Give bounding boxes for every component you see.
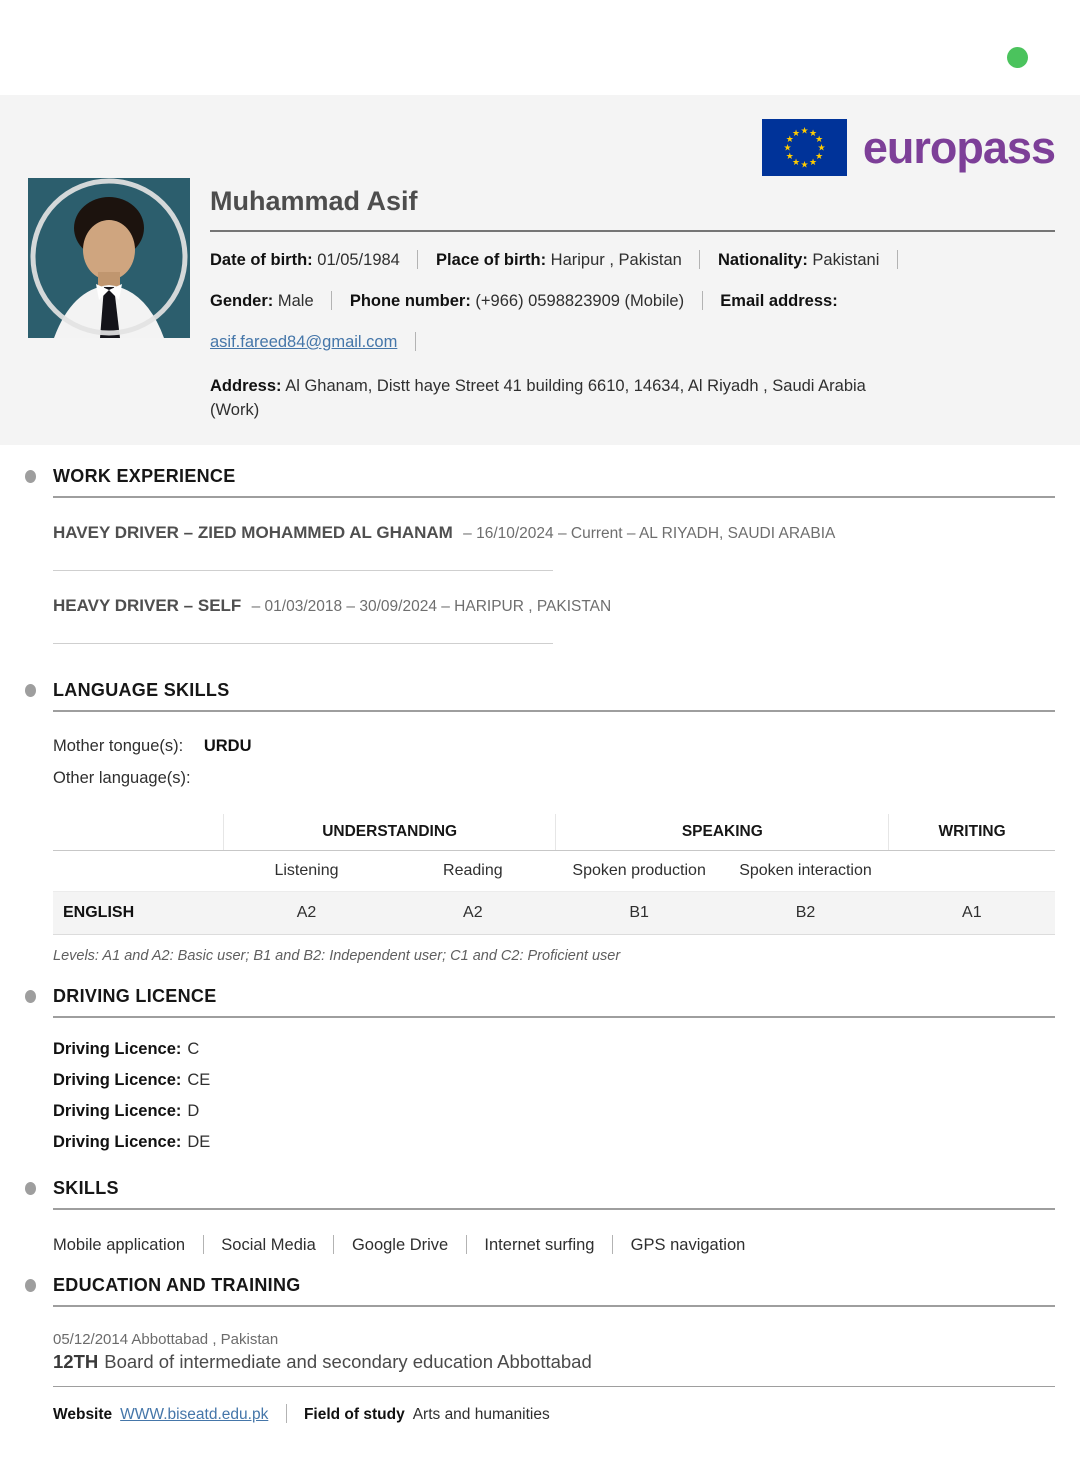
header-band: [0, 95, 1080, 445]
col-listening: Listening: [223, 851, 389, 892]
table-row-english: [53, 892, 1055, 935]
address-label: Address:: [210, 376, 282, 395]
table-subheader-row: [53, 851, 1055, 892]
europass-wordmark: europass: [862, 122, 1055, 173]
svg-text:★: ★: [808, 128, 817, 139]
driving-licence-row: [53, 1127, 1055, 1158]
address-value: Al Ghanam, Distt haye Street 41 building 6610, 14634, Al Riyadh , Saudi Arabia (Work): [210, 376, 866, 419]
divider: [699, 250, 700, 269]
work-entry-title: HAVEY DRIVER – ZIED MOHAMMED AL GHANAM: [53, 523, 453, 542]
entry-divider: [53, 570, 553, 571]
driving-licence-row: [53, 1034, 1055, 1065]
col-writing: WRITING: [889, 814, 1055, 851]
gender-value: Male: [277, 291, 314, 310]
svg-text:★: ★: [791, 128, 800, 139]
table-group-header-row: [53, 814, 1055, 851]
col-spoken-production: Spoken production: [556, 851, 722, 892]
gender-label: Gender:: [210, 291, 274, 310]
work-entry-meta: – 01/03/2018 – 30/09/2024 – HARIPUR , PAKISTAN: [251, 598, 612, 615]
personal-info: [210, 186, 1055, 423]
mother-tongue-row: [53, 737, 1055, 756]
entry-divider: [53, 643, 553, 644]
phone-value: (+966) 0598823909 (Mobile): [475, 291, 685, 310]
col-reading: Reading: [390, 851, 556, 892]
skills-list: [53, 1235, 1055, 1255]
section-education: [53, 1275, 1055, 1307]
skill-item: GPS navigation: [630, 1236, 746, 1254]
entry-divider: [53, 1386, 1055, 1387]
section-title: DRIVING LICENCE: [53, 986, 217, 1006]
svg-text:★: ★: [785, 135, 794, 145]
divider: [333, 1235, 334, 1254]
divider: [286, 1404, 287, 1423]
field-of-study-label: Field of study: [303, 1406, 405, 1423]
driving-licence-value: CE: [187, 1071, 211, 1089]
personal-info-row-4: [210, 375, 870, 423]
work-entry: [53, 523, 1055, 543]
section-title: WORK EXPERIENCE: [53, 466, 236, 486]
section-bullet-icon: [25, 990, 36, 1003]
levels-note: Levels: A1 and A2: Basic user; B1 and B2: Independent user; C1 and C2: Proficient user: [53, 948, 621, 964]
email-label: Email address:: [720, 291, 838, 310]
section-bullet-icon: [25, 1279, 36, 1292]
svg-text:★: ★: [800, 126, 809, 137]
divider: [702, 291, 703, 310]
top-bar: [0, 0, 1080, 95]
driving-licence-value: D: [187, 1102, 200, 1120]
svg-text:★: ★: [808, 158, 817, 169]
driving-licence-list: [53, 1034, 1055, 1158]
svg-text:★: ★: [815, 152, 824, 162]
divider: [466, 1235, 467, 1254]
reading-level: A2: [390, 892, 556, 935]
language-name: ENGLISH: [53, 892, 223, 935]
pob-label: Place of birth:: [436, 251, 547, 269]
green-status-dot-icon: [1007, 47, 1028, 68]
page-title: Muhammad Asif: [210, 186, 1055, 232]
driving-licence-label: Driving Licence:: [53, 1133, 182, 1151]
divider: [331, 291, 332, 310]
section-driving-licence: [53, 986, 1055, 1018]
pob-value: Haripur , Pakistan: [550, 251, 682, 269]
section-bullet-icon: [25, 1182, 36, 1195]
section-title: LANGUAGE SKILLS: [53, 680, 230, 700]
other-languages-label: Other language(s):: [53, 769, 191, 787]
col-understanding: UNDERSTANDING: [223, 814, 556, 851]
col-spoken-interaction: Spoken interaction: [722, 851, 888, 892]
divider: [415, 332, 416, 351]
work-entry-meta: – 16/10/2024 – Current – AL RIYADH, SAUDI ARABIA: [463, 525, 836, 542]
personal-info-row-1: [210, 249, 1055, 273]
field-of-study-value: Arts and humanities: [412, 1406, 550, 1423]
section-title: EDUCATION AND TRAINING: [53, 1275, 301, 1295]
listening-level: A2: [223, 892, 389, 935]
spoken-production-level: B1: [556, 892, 722, 935]
svg-text:★: ★: [815, 135, 824, 145]
driving-licence-value: DE: [187, 1133, 211, 1151]
language-skills-table: [53, 814, 1055, 935]
phone-label: Phone number:: [349, 291, 471, 310]
svg-text:★: ★: [791, 158, 800, 169]
driving-licence-row: [53, 1096, 1055, 1127]
work-entry: [53, 596, 1055, 616]
work-entry-title: HEAVY DRIVER – SELF: [53, 596, 242, 615]
driving-licence-label: Driving Licence:: [53, 1040, 182, 1058]
section-language-skills: [53, 680, 1055, 712]
profile-photo: [28, 178, 190, 338]
skill-item: Mobile application: [53, 1236, 186, 1254]
europass-logo: [28, 95, 1055, 176]
eu-flag-icon: [762, 119, 847, 176]
degree-text: Board of intermediate and secondary education Abbottabad: [104, 1351, 592, 1372]
empty-cell: [53, 814, 223, 851]
skill-item: Google Drive: [351, 1236, 449, 1254]
dob-label: Date of birth:: [210, 251, 313, 269]
spoken-interaction-level: B2: [722, 892, 888, 935]
section-bullet-icon: [25, 684, 36, 697]
section-bullet-icon: [25, 470, 36, 483]
empty-cell: [889, 851, 1055, 892]
education-date-location: 05/12/2014 Abbottabad , Pakistan: [53, 1331, 279, 1348]
dob-value: 01/05/1984: [317, 251, 400, 269]
driving-licence-label: Driving Licence:: [53, 1102, 182, 1120]
nationality-label: Nationality:: [717, 251, 808, 269]
website-link[interactable]: WWW.biseatd.edu.pk: [120, 1406, 269, 1423]
cv-content: [0, 445, 1080, 1424]
mother-tongue-label: Mother tongue(s):: [53, 737, 184, 755]
degree-prefix: 12TH: [53, 1351, 99, 1372]
education-entry: [53, 1331, 1055, 1424]
personal-info-row-2: [210, 290, 1055, 314]
nationality-value: Pakistani: [812, 251, 880, 269]
empty-cell: [53, 851, 223, 892]
driving-licence-value: C: [187, 1040, 200, 1058]
driving-licence-row: [53, 1065, 1055, 1096]
section-skills: [53, 1178, 1055, 1210]
col-speaking: SPEAKING: [556, 814, 889, 851]
svg-text:★: ★: [785, 152, 794, 162]
driving-licence-label: Driving Licence:: [53, 1071, 182, 1089]
divider: [417, 250, 418, 269]
website-label: Website: [53, 1406, 113, 1423]
divider: [612, 1235, 613, 1254]
divider: [203, 1235, 204, 1254]
email-link[interactable]: asif.fareed84@gmail.com: [210, 332, 398, 351]
mother-tongue-value: URDU: [203, 737, 252, 755]
section-title: SKILLS: [53, 1178, 119, 1198]
writing-level: A1: [889, 892, 1055, 935]
svg-text:★: ★: [783, 143, 792, 154]
skill-item: Social Media: [221, 1236, 316, 1254]
svg-text:★: ★: [800, 160, 809, 171]
skill-item: Internet surfing: [484, 1236, 595, 1254]
education-meta-row: [53, 1404, 1055, 1424]
section-work-experience: [53, 466, 1055, 498]
svg-text:★: ★: [817, 143, 826, 154]
divider: [897, 250, 898, 269]
personal-info-row-3: [210, 331, 1055, 355]
education-degree: [53, 1351, 1055, 1373]
